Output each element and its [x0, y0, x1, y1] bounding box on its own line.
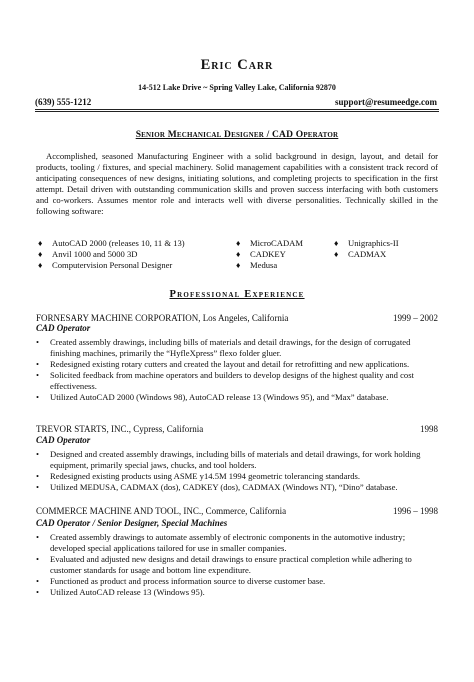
bullet-icon: • — [36, 358, 40, 369]
bullet-icon: • — [36, 575, 40, 586]
job-company: FORNESARY MACHINE CORPORATION, Los Angeles, California — [36, 313, 289, 323]
contact-phone: (639) 555-1212 — [35, 97, 92, 107]
job-company: TREVOR STARTS, INC., Cypress, California — [36, 424, 204, 434]
skill-item: ♦ AutoCAD 2000 (releases 10, 11 & 13) — [38, 238, 185, 248]
job-duties-list — [36, 337, 440, 402]
bullet-icon: • — [36, 481, 40, 492]
contact-address: 14-512 Lake Drive ~ Spring Valley Lake, California 92870 — [138, 83, 336, 92]
diamond-bullet-icon: ♦ — [38, 260, 43, 270]
skill-item: ♦ CADKEY — [236, 249, 286, 259]
list-item: • Designed and created assembly drawings, including bills of materials and detail drawings, for work holding equipment, primarily special jaws, chucks, and tool holders. — [36, 449, 421, 470]
header-divider — [35, 109, 439, 110]
skill-item: ♦ Anvil 1000 and 5000 3D — [38, 249, 138, 259]
job-company: COMMERCE MACHINE AND TOOL, INC., Commerce, California — [36, 506, 287, 516]
bullet-icon: • — [36, 586, 40, 597]
bullet-icon: • — [36, 532, 40, 542]
list-item: • Redesigned existing products using ASME y14.5M 1994 geometric tolerancing standards. — [36, 470, 361, 481]
job-dates: 1998 — [420, 424, 438, 434]
objective-title: Senior Mechanical Designer / CAD Operator — [135, 130, 339, 140]
list-item: • Utilized AutoCAD 2000 (Windows 98), AutoCAD release 13 (Windows 95), and “Max” database. — [36, 391, 389, 402]
bullet-icon: • — [36, 553, 40, 564]
list-item: • Evaluated and adjusted new designs and detail drawings to ensure practical completion while adhering to customer standards for usage and bottom line expenditure. — [36, 553, 412, 575]
diamond-bullet-icon: ♦ — [38, 238, 43, 248]
skill-item: ♦ MicroCADAM — [236, 238, 303, 248]
diamond-bullet-icon: ♦ — [236, 260, 241, 270]
diamond-bullet-icon: ♦ — [38, 249, 43, 259]
job-role: CAD Operator / Senior Designer, Special Machines — [36, 518, 228, 528]
bullet-icon: • — [36, 337, 40, 347]
list-item: • Utilized MEDUSA, CADMAX (dos), CADKEY (dos), CADMAX (Windows NT), “Dino” database. — [36, 481, 398, 492]
bullet-icon: • — [36, 449, 40, 459]
job-header — [36, 506, 438, 516]
diamond-bullet-icon: ♦ — [236, 238, 241, 248]
job-role: CAD Operator — [36, 323, 91, 333]
skill-item: ♦ Medusa — [236, 260, 278, 270]
diamond-bullet-icon: ♦ — [334, 249, 339, 259]
job-role: CAD Operator — [36, 435, 91, 445]
bullet-icon: • — [36, 391, 40, 402]
skill-item: ♦ Computervision Personal Designer — [38, 260, 173, 270]
list-item: • Created assembly drawings, including bills of materials and detail drawings, for the design of corrugated finishing machines, primarily the “HyfleXpress” flexo folder gluer. — [36, 337, 411, 358]
diamond-bullet-icon: ♦ — [236, 249, 241, 259]
summary-paragraph: Accomplished, seasoned Manufacturing Engineer with a solid background in design, layout, and detail for products, tooling / fixtures, and special machinery. Solid management capabilities with a consistent track record of anticipating consequences of new designs, initiating solutions, and completing projects to specification in the first attempt. Detail driven with outstanding communication skills and proven success interfacing with both customers and co-workers. Assumes mentor role and interacts well with diverse personalities. Technically skilled in the following software: — [36, 151, 438, 216]
job-header — [36, 313, 438, 323]
skill-item: ♦ CADMAX — [334, 249, 387, 259]
list-item: • Created assembly drawings to automate assembly of electronic components in the automotive industry; developed special applications tailored for use in smaller companies. — [36, 532, 406, 553]
list-item: • Solicited feedback from machine operators and builders to develop designs of the highest quality and cost effectiveness. — [36, 369, 414, 391]
list-item: • Functioned as product and process information source to diverse customer base. — [36, 575, 326, 586]
list-item: • Redesigned existing rotary cutters and created the layout and detail for retrofitting and new applications. — [36, 358, 410, 369]
experience-heading: Professional Experience — [169, 289, 305, 300]
job-duties-list — [36, 449, 440, 493]
contact-email: support@resumeedge.com — [335, 97, 437, 107]
job-dates: 1999 – 2002 — [393, 313, 438, 323]
job-duties-list — [36, 532, 440, 597]
bullet-icon: • — [36, 470, 40, 481]
job-dates: 1996 – 1998 — [393, 506, 438, 516]
diamond-bullet-icon: ♦ — [334, 238, 339, 248]
bullet-icon: • — [36, 369, 40, 380]
candidate-name: Eric Carr — [200, 57, 274, 73]
skill-item: ♦ Unigraphics-II — [334, 238, 399, 248]
job-header — [36, 424, 438, 434]
header-divider-second — [35, 111, 439, 112]
list-item: • Utilized AutoCAD release 13 (Windows 95). — [36, 586, 205, 597]
